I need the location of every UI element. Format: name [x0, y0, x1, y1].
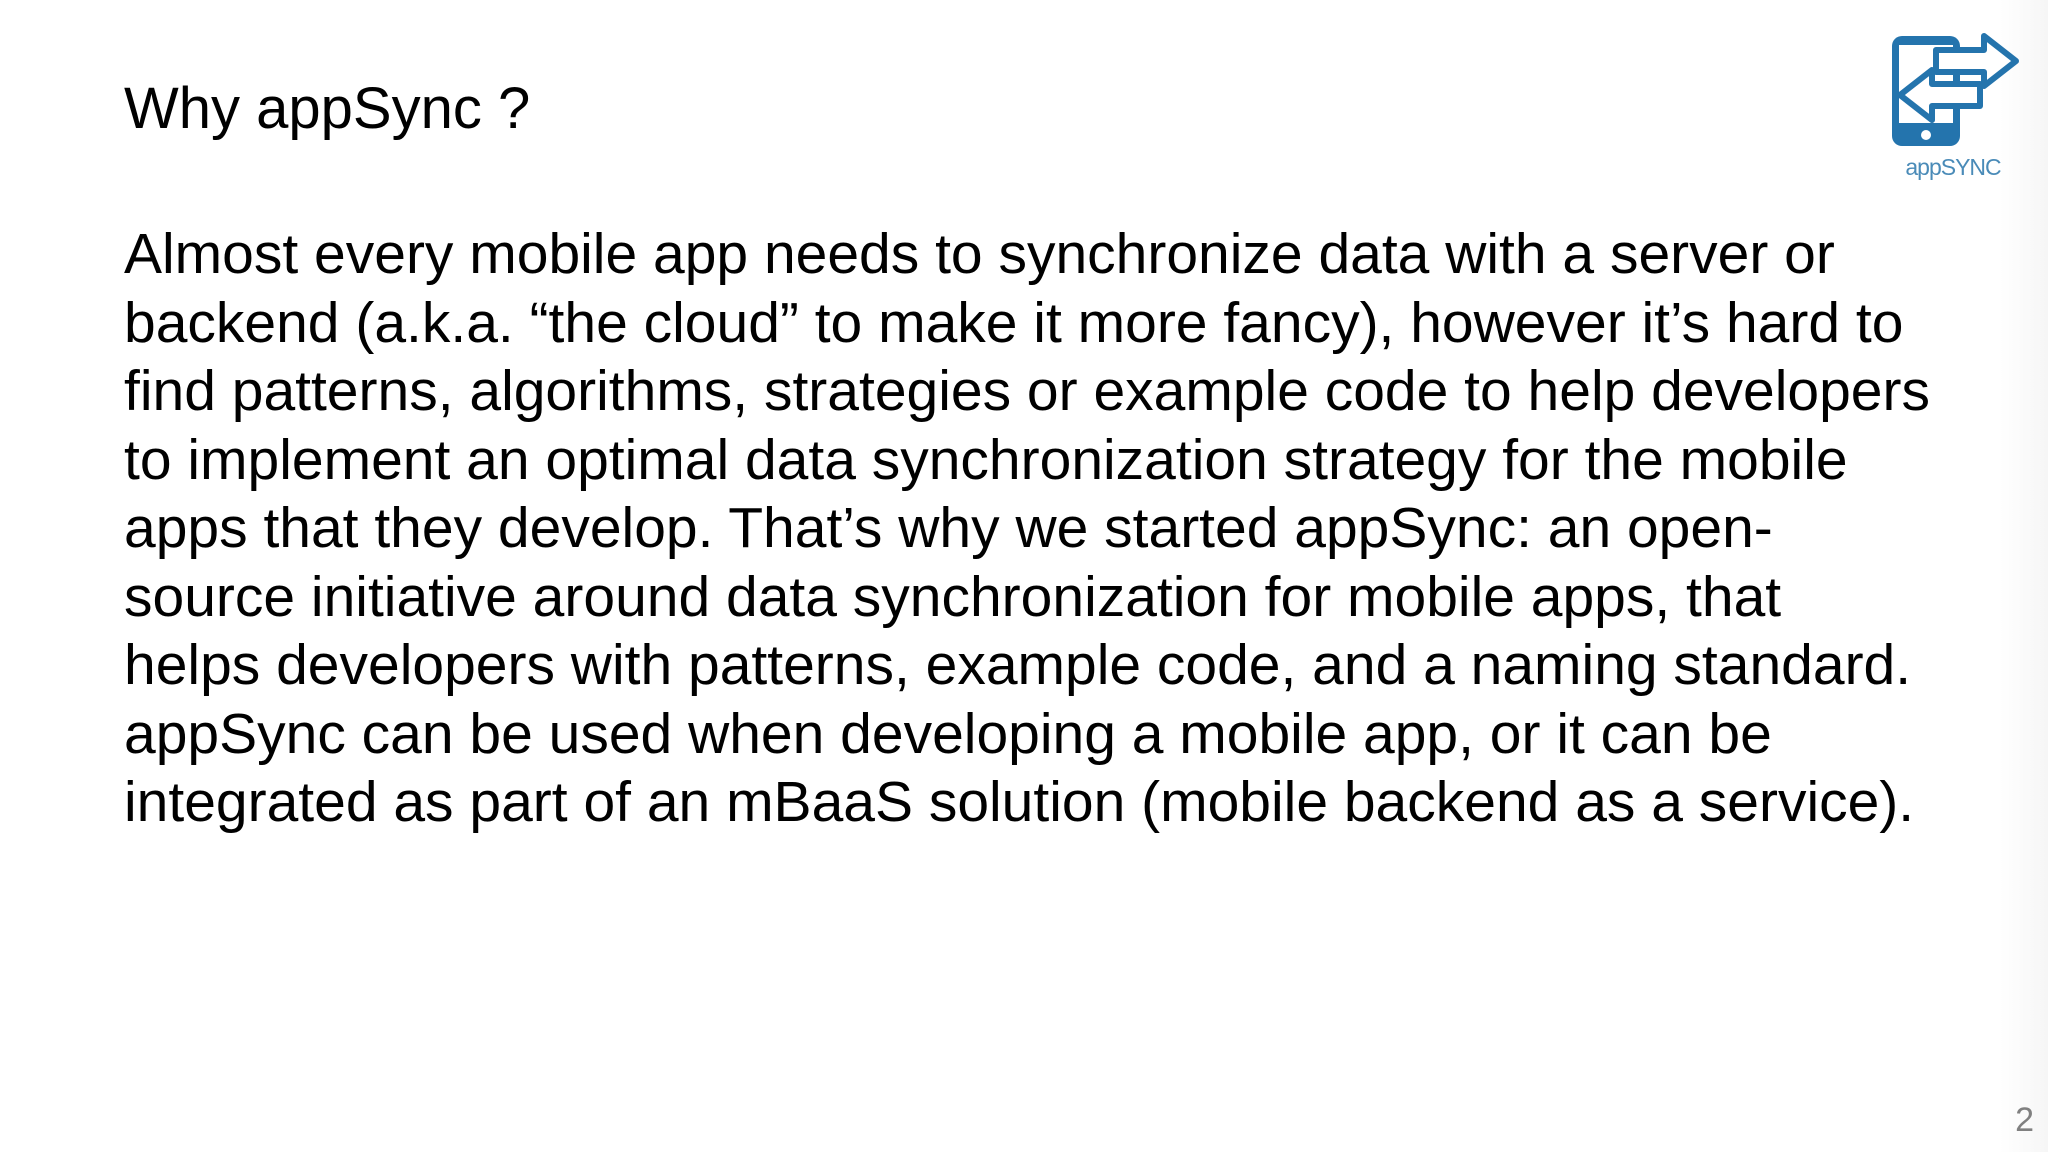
body-line: integrated as part of an mBaaS solution (mobile backend as a service).	[124, 770, 1915, 834]
logo-caption: appSYNC	[1905, 154, 2001, 180]
body-line: backend (a.k.a. “the cloud” to make it more fancy), however it’s hard to	[124, 290, 1904, 355]
slide-body	[124, 220, 1954, 837]
phone-sync-arrows-icon	[1888, 30, 2028, 154]
body-line: appSync can be used when developing a mobile app, or it can be	[124, 701, 1772, 766]
page-number: 2	[2015, 1101, 2034, 1139]
body-line: to implement an optimal data synchronization strategy for the mobile	[124, 427, 1848, 492]
slide-title: Why appSync ?	[124, 76, 531, 141]
body-line: source initiative around data synchronization for mobile apps, that	[124, 564, 1782, 629]
appsync-logo	[1888, 30, 2028, 190]
body-line: find patterns, algorithms, strategies or example code to help developers	[124, 359, 1930, 423]
body-line: apps that they develop. That’s why we started appSync: an open-	[124, 496, 1773, 560]
body-line: Almost every mobile app needs to synchronize data with a server or	[124, 222, 1835, 286]
body-line: helps developers with patterns, example code, and a naming standard.	[124, 633, 1912, 697]
